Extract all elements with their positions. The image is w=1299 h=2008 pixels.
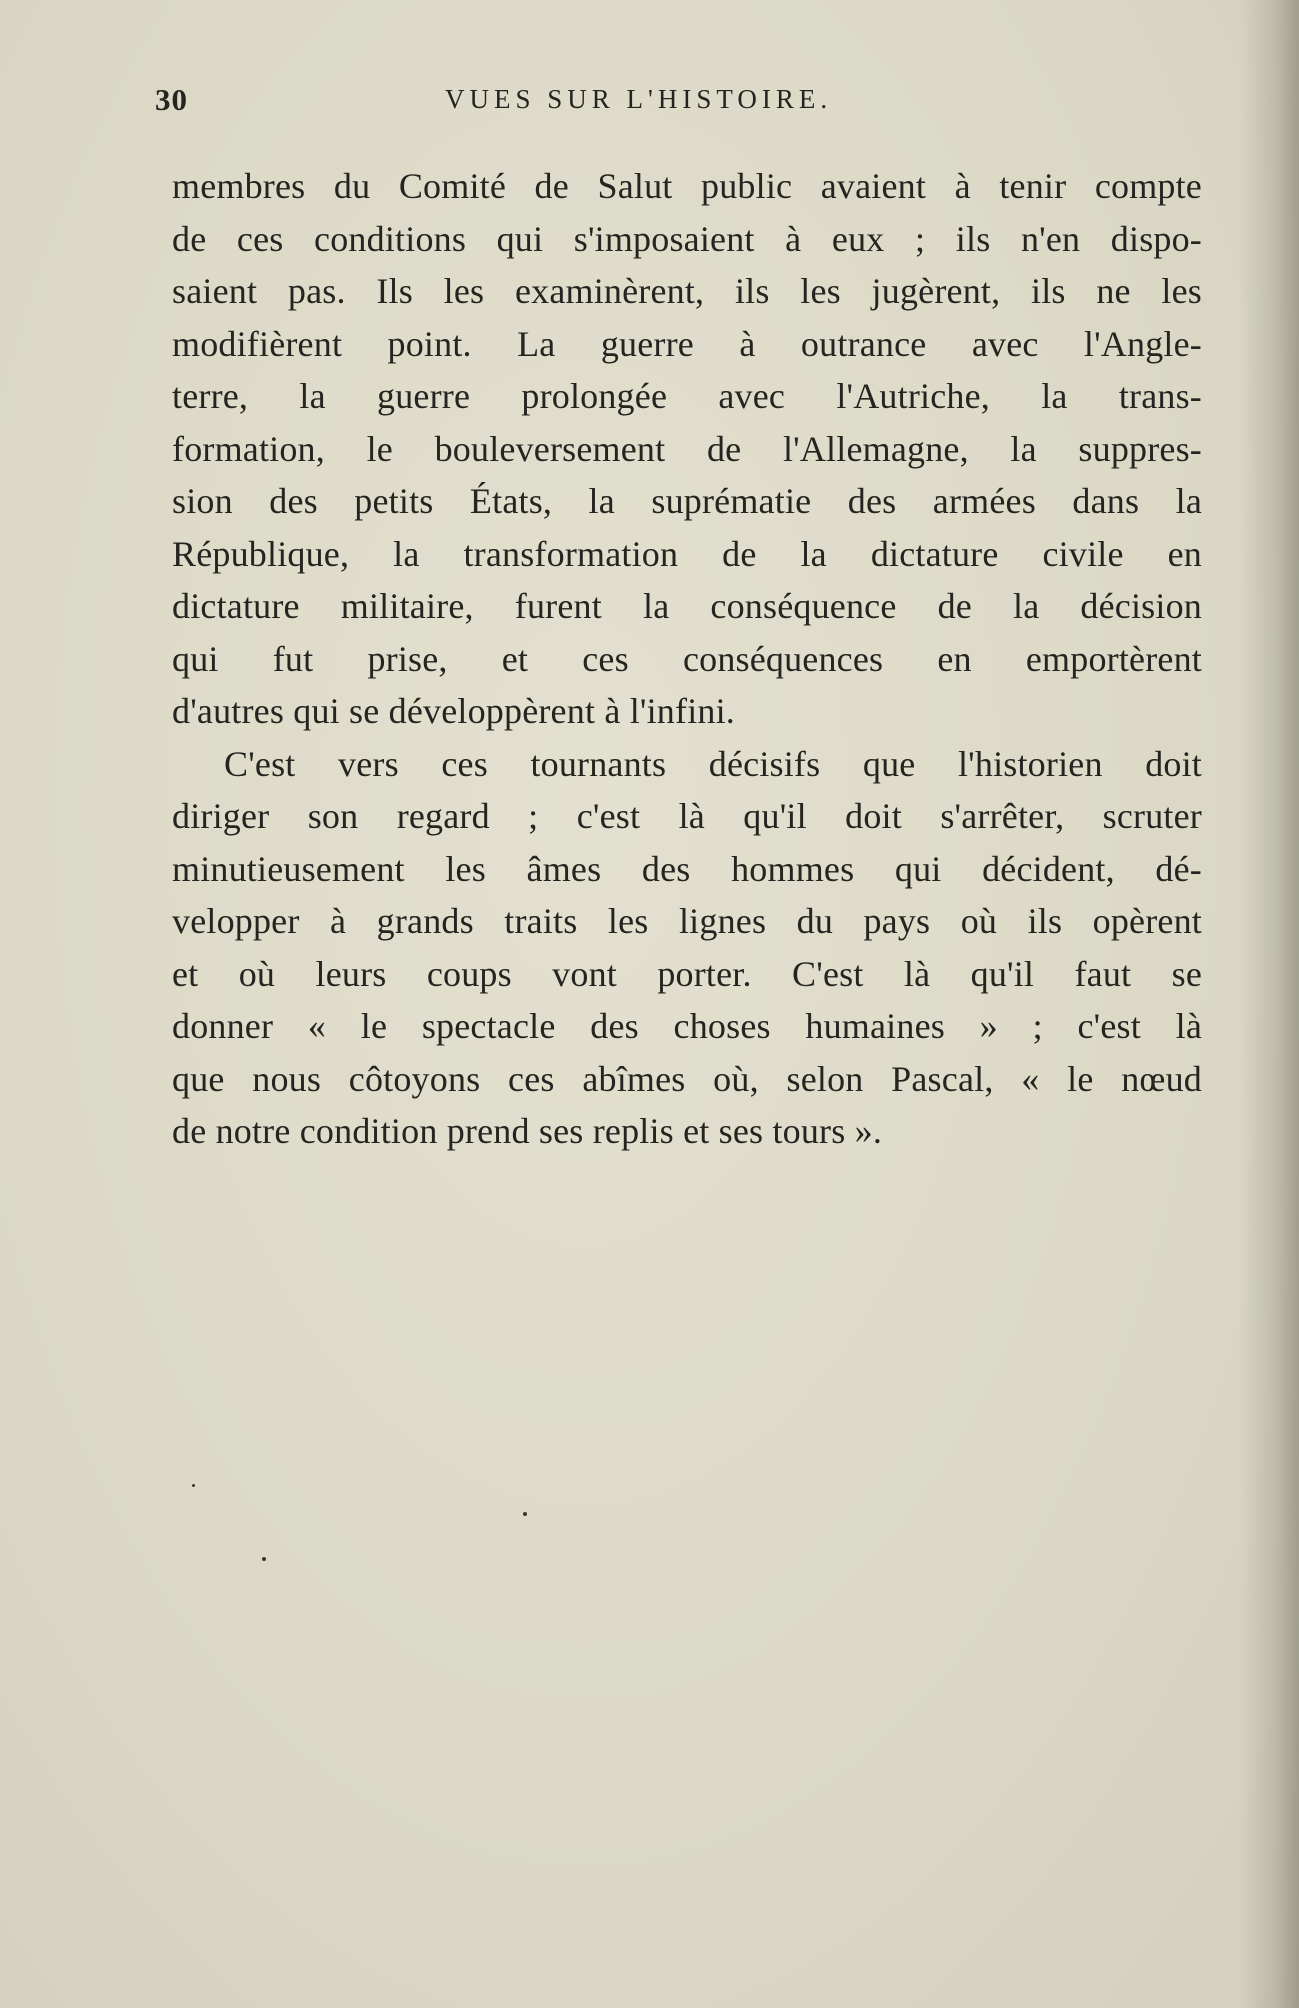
text-line: et où leurs coups vont porter. C'est là qu'il faut se [172, 953, 1202, 994]
paper-speck [192, 1484, 195, 1487]
text-line: République, la transformation de la dictature civile en [172, 533, 1202, 574]
text-line: formation, le bouleversement de l'Allemagne, la suppres- [172, 428, 1202, 469]
running-title: VUES SUR L'HISTOIRE. [445, 84, 833, 114]
paragraph-2 [172, 738, 1202, 1158]
text-line: donner « le spectacle des choses humaines » ; c'est là [172, 1006, 1202, 1046]
paper-speck [523, 1512, 527, 1516]
text-line: velopper à grands traits les lignes du pays où ils opèrent [172, 901, 1202, 941]
text-line: sion des petits États, la suprématie des armées dans la [172, 481, 1202, 521]
text-line: saient pas. Ils les examinèrent, ils les jugèrent, ils ne les [172, 271, 1202, 311]
text-line: de notre condition prend ses replis et ses tours ». [172, 1111, 883, 1151]
running-head [155, 82, 1215, 122]
text-line: modifièrent point. La guerre à outrance avec l'Angle- [172, 323, 1202, 364]
text-line: qui fut prise, et ces conséquences en emportèrent [172, 638, 1202, 679]
paper-speck [262, 1557, 266, 1561]
text-line: membres du Comité de Salut public avaient à tenir compte [172, 166, 1202, 206]
text-line: de ces conditions qui s'imposaient à eux ; ils n'en dispo- [172, 218, 1202, 259]
text-line: dictature militaire, furent la conséquence de la décision [172, 586, 1202, 626]
page-number: 30 [155, 82, 188, 117]
text-line: que nous côtoyons ces abîmes où, selon Pascal, « le nœud [172, 1058, 1202, 1099]
body-text [172, 160, 1202, 1158]
paragraph-1 [172, 160, 1202, 738]
text-line: minutieusement les âmes des hommes qui décident, dé- [172, 848, 1202, 889]
text-line: C'est vers ces tournants décisifs que l'historien doit [224, 743, 1202, 784]
text-line: diriger son regard ; c'est là qu'il doit s'arrêter, scruter [172, 796, 1202, 836]
text-line: d'autres qui se développèrent à l'infini. [172, 691, 736, 731]
text-line: terre, la guerre prolongée avec l'Autriche, la trans- [172, 376, 1202, 416]
